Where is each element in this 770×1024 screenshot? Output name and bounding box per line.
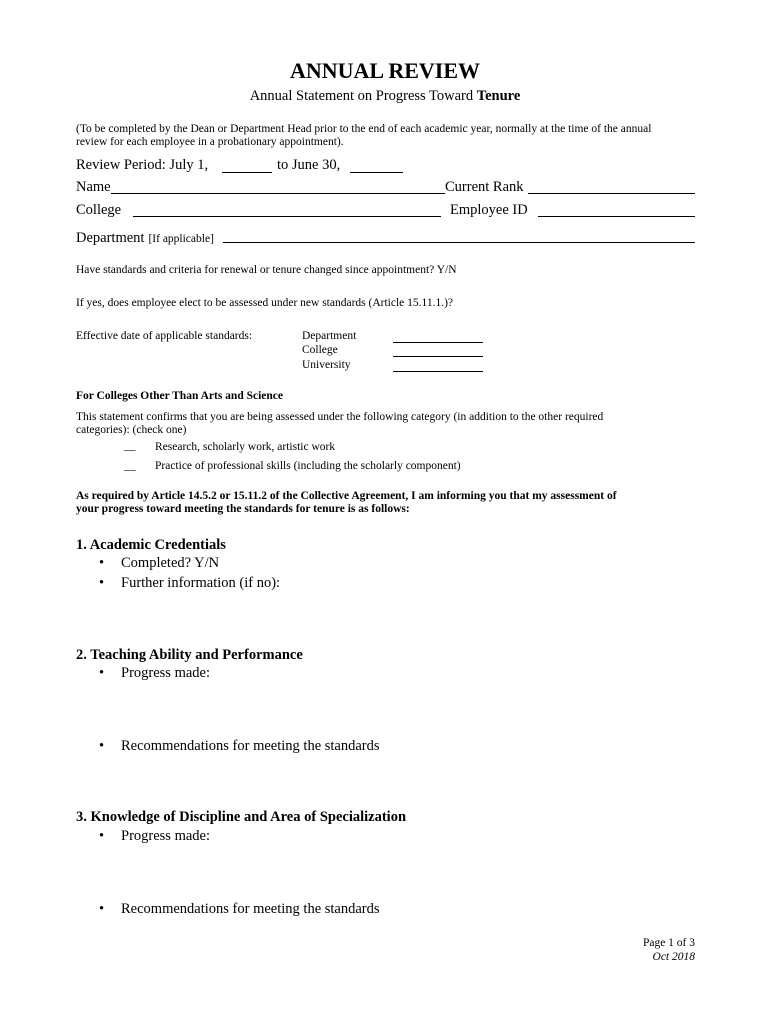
level-university-label: University — [302, 359, 351, 371]
college-field[interactable] — [133, 216, 441, 217]
other-colleges-line-1: This statement confirms that you are being assessed under the following category (in addition to the other required — [76, 411, 604, 423]
college-label: College — [76, 202, 122, 218]
section-2-item-recommendations: • Recommendations for meeting the standards — [121, 738, 380, 755]
standards-changed-question: Have standards and criteria for renewal or tenure changed since appointment? Y/N — [76, 264, 457, 276]
department-label: Department — [76, 230, 145, 246]
review-period-end-field[interactable] — [350, 172, 403, 173]
employee-id-label: Employee ID — [450, 202, 528, 218]
current-rank-label: Current Rank — [445, 179, 524, 195]
intro-line-1: (To be completed by the Dean or Department Head prior to the end of each academic year, normally at the time of the annual — [76, 123, 652, 135]
name-field[interactable] — [111, 193, 445, 194]
option-practice-label: Practice of professional skills (including the scholarly component) — [155, 460, 461, 472]
section-2-heading: 2. Teaching Ability and Performance — [76, 647, 303, 663]
section-1-item-further-info: • Further information (if no): — [121, 575, 280, 592]
other-colleges-line-2: categories): (check one) — [76, 424, 187, 436]
section-1-item-completed: • Completed? Y/N — [121, 555, 219, 572]
college-date-field[interactable] — [393, 356, 483, 357]
department-date-field[interactable] — [393, 342, 483, 343]
level-department-label: Department — [302, 330, 357, 342]
department-note: [If applicable] — [148, 233, 214, 245]
employee-id-field[interactable] — [538, 216, 695, 217]
subtitle-text: Annual Statement on Progress Toward — [249, 88, 477, 104]
page-number: Page 1 of 3 — [642, 937, 695, 949]
to-june-label: to June 30, — [277, 157, 341, 173]
section-3-item-progress: • Progress made: — [121, 828, 210, 845]
revision-date: Oct 2018 — [652, 951, 695, 963]
level-college-label: College — [302, 344, 338, 356]
section-3-heading: 3. Knowledge of Discipline and Area of Specialization — [76, 809, 407, 825]
intro-line-2: review for each employee in a probationary appointment). — [76, 136, 344, 148]
option-practice-checkbox[interactable]: __ — [124, 460, 136, 472]
section-2-item-progress: • Progress made: — [121, 665, 210, 682]
page-title: ANNUAL REVIEW — [289, 58, 481, 83]
section-1-heading: 1. Academic Credentials — [76, 537, 226, 553]
subtitle-bold: Tenure — [476, 88, 521, 104]
department-field[interactable] — [223, 242, 695, 243]
elect-new-standards-question: If yes, does employee elect to be assessed under new standards (Article 15.11.1.)? — [76, 297, 454, 309]
statement-line-2: your progress toward meeting the standards for tenure is as follows: — [76, 503, 410, 515]
review-period-start-field[interactable] — [222, 172, 272, 173]
name-label: Name — [76, 179, 111, 195]
statement-line-1: As required by Article 14.5.2 or 15.11.2 of the Collective Agreement, I am informing you that my assessment of — [76, 490, 617, 502]
other-colleges-heading: For Colleges Other Than Arts and Science — [76, 390, 283, 402]
option-research-checkbox[interactable]: __ — [124, 440, 136, 452]
university-date-field[interactable] — [393, 371, 483, 372]
section-3-item-recommendations: • Recommendations for meeting the standards — [121, 901, 380, 918]
department-row — [76, 229, 214, 247]
effective-date-label: Effective date of applicable standards: — [76, 330, 253, 342]
option-research-label: Research, scholarly work, artistic work — [155, 441, 336, 453]
review-period-label: Review Period: July 1, — [76, 157, 209, 173]
current-rank-field[interactable] — [528, 193, 695, 194]
page-subtitle — [0, 88, 770, 105]
